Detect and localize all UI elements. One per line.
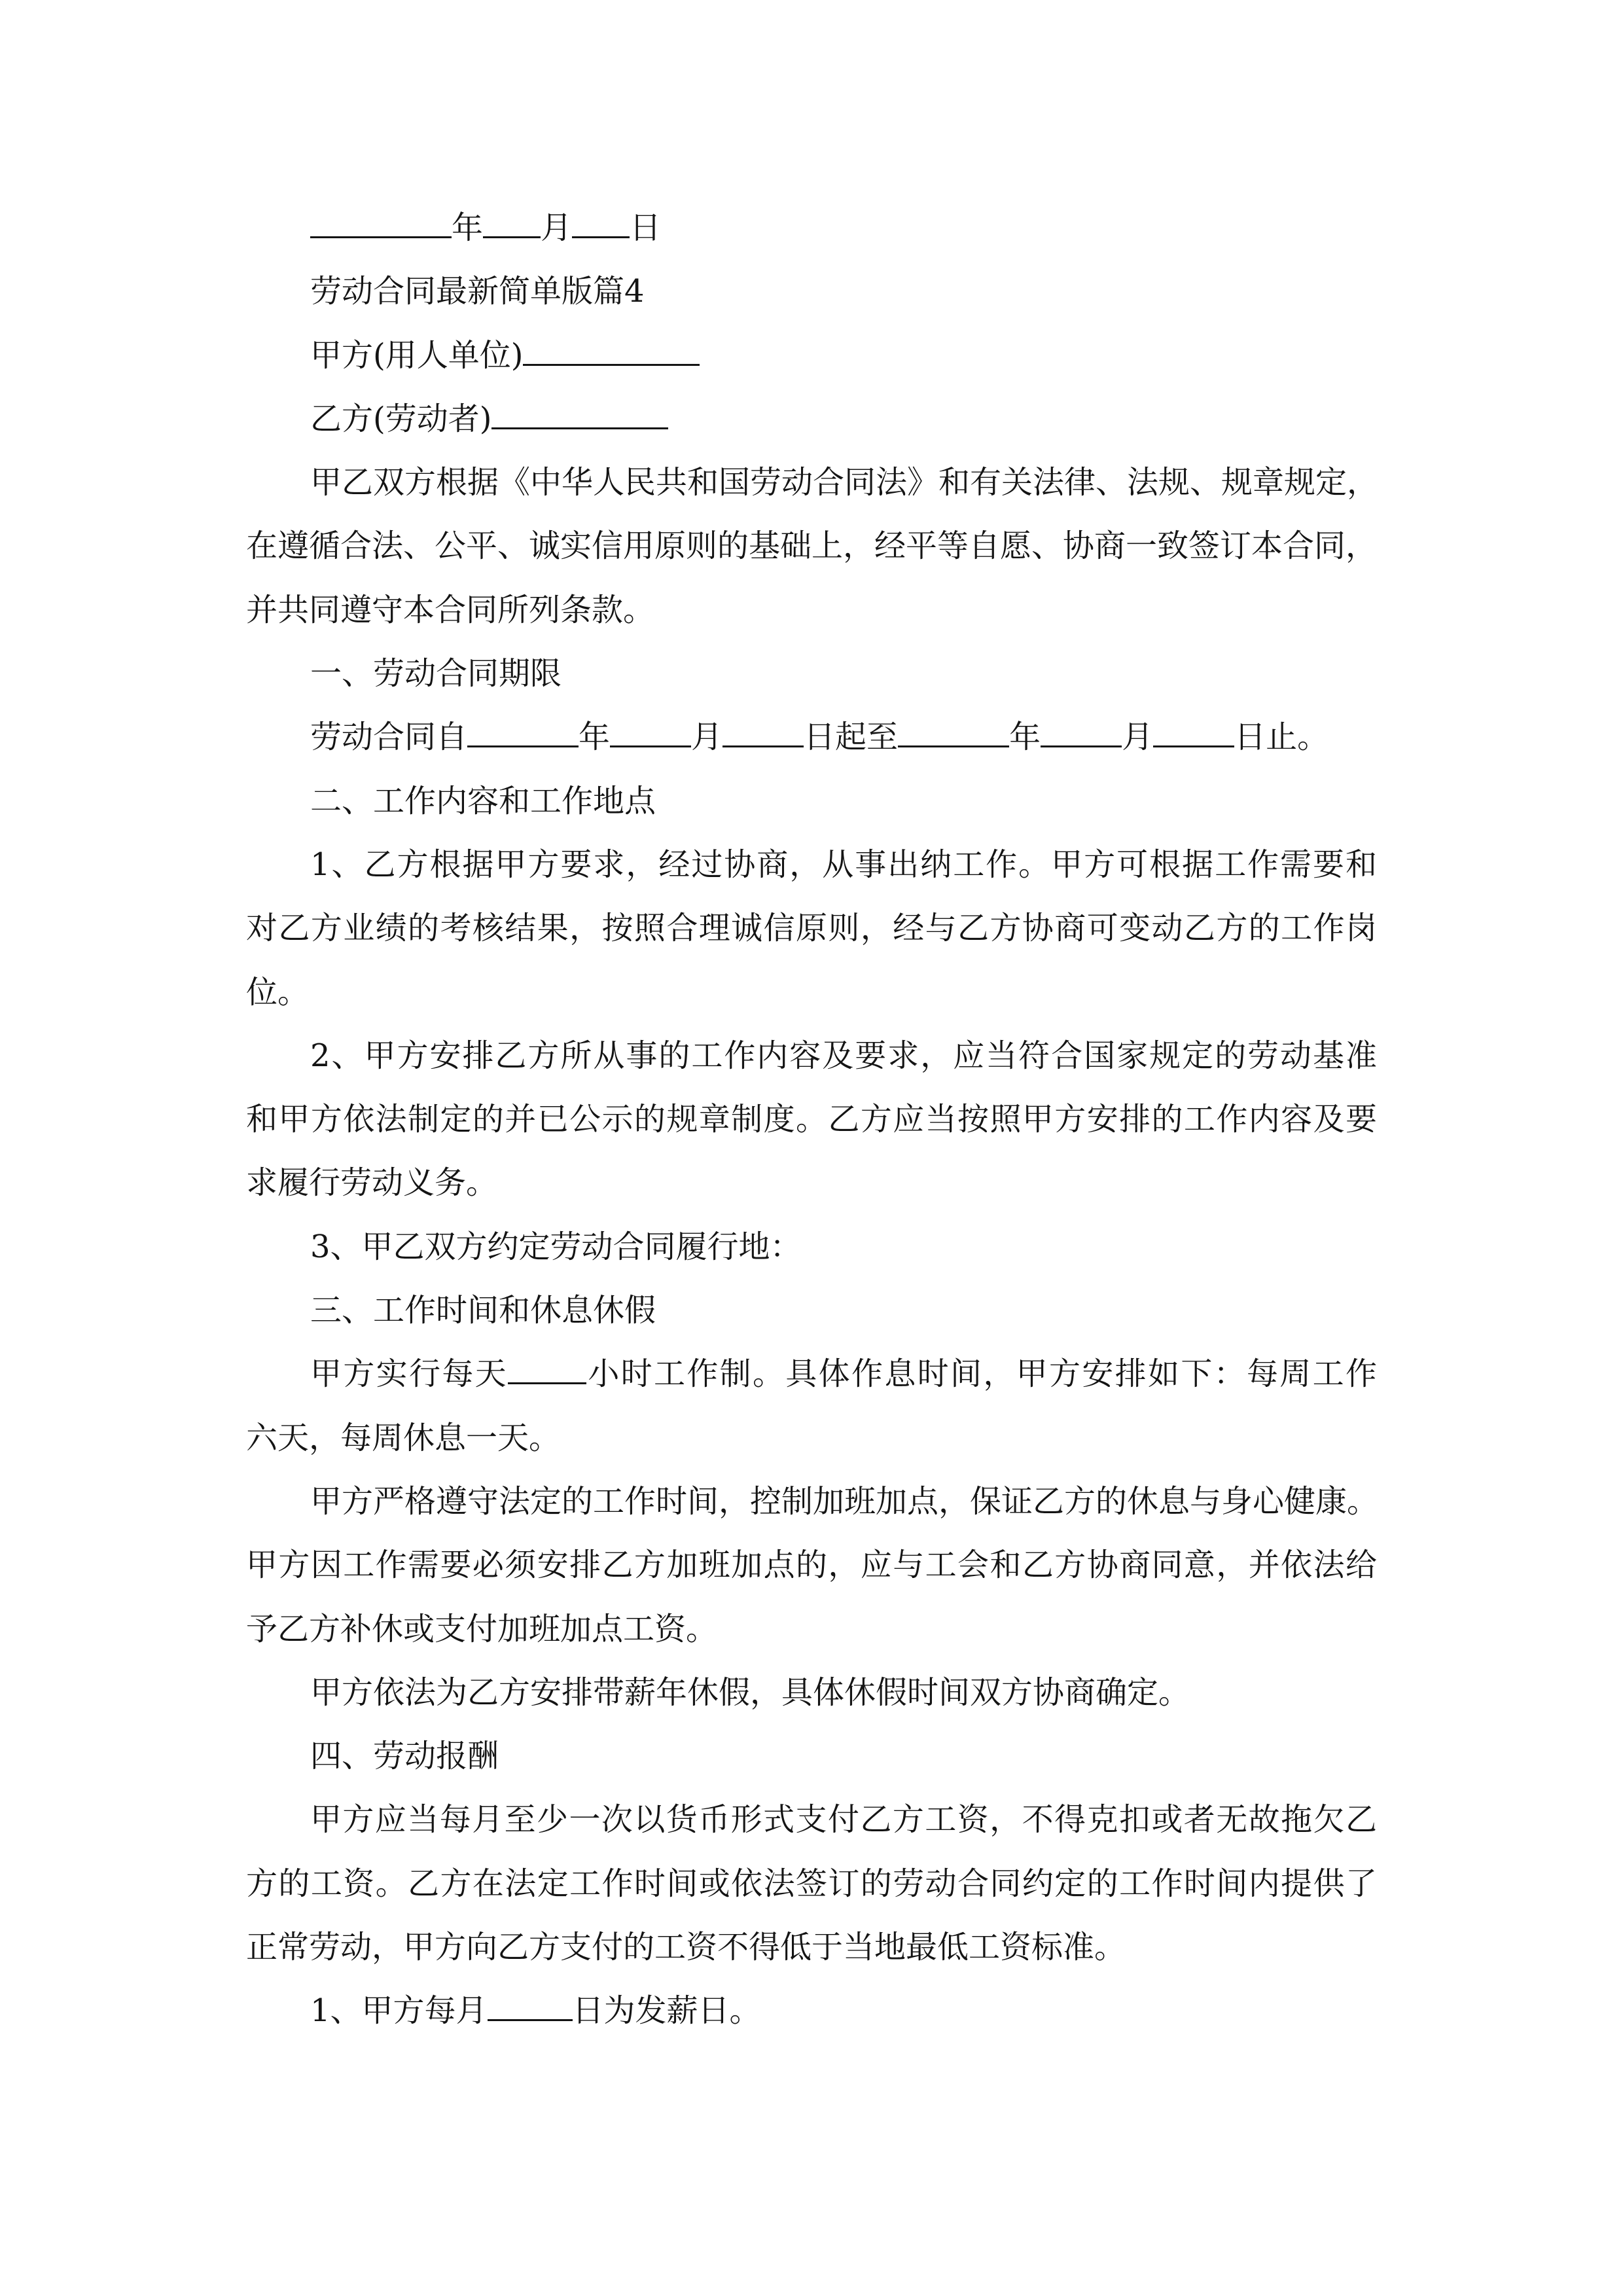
section-1-title: 一、劳动合同期限: [310, 655, 562, 692]
term-month: 月: [691, 719, 723, 756]
item-2-1-line-2: 对乙方业绩的考核结果，按照合理诚信原则，经与乙方协商可变动乙方的工作岗: [246, 910, 1377, 947]
day-label: 日: [630, 209, 662, 246]
item-2-1-line-1: 1、乙方根据甲方要求，经过协商，从事出纳工作。甲方可根据工作需要和: [310, 846, 1377, 883]
blank-field: [523, 327, 700, 366]
term-line: [246, 706, 1377, 769]
document-heading: 劳动合同最新简单版篇4: [310, 273, 645, 310]
wage-line-3: 正常劳动，甲方向乙方支付的工资不得低于当地最低工资标准。: [246, 1929, 1126, 1966]
section-2-title: 二、工作内容和工作地点: [310, 782, 656, 819]
party-a-label: 甲方(用人单位): [310, 336, 524, 374]
blank-field: [722, 709, 804, 747]
document-body: [246, 196, 1377, 2043]
payday-prefix: 1、甲方每月: [310, 1992, 488, 2030]
blank-field: [508, 1346, 586, 1384]
blank-field: [467, 709, 579, 747]
blank-field: [1041, 709, 1122, 747]
item-2-3: 3、甲乙双方约定劳动合同履行地：: [310, 1228, 802, 1265]
wage-line-1: 甲方应当每月至少一次以货币形式支付乙方工资，不得克扣或者无故拖欠乙: [310, 1801, 1377, 1839]
blank-field: [488, 1982, 573, 2021]
section-3-title: 三、工作时间和休息休假: [310, 1292, 656, 1329]
blank-field: [491, 391, 668, 429]
term-year: 年: [579, 719, 611, 756]
item-2-2-line-2: 和甲方依法制定的并已公示的规章制度。乙方应当按照甲方安排的工作内容及要: [246, 1101, 1377, 1138]
overtime-line-3: 予乙方补休或支付加班加点工资。: [246, 1610, 718, 1647]
date-line: [246, 196, 1377, 260]
blank-field: [610, 709, 691, 747]
term-prefix: 劳动合同自: [310, 719, 468, 756]
term-year-2: 年: [1009, 719, 1041, 756]
blank-field: [483, 200, 541, 238]
section-4-title: 四、劳动报酬: [310, 1738, 499, 1775]
term-end: 日止。: [1234, 719, 1329, 756]
payday-line: [246, 1979, 1377, 2043]
year-label: 年: [452, 209, 484, 246]
blank-field: [1153, 709, 1234, 747]
item-2-2-line-3: 求履行劳动义务。: [246, 1164, 498, 1202]
work-hours-line-1: [246, 1342, 1377, 1406]
intro-line-2: 在遵循合法、公平、诚实信用原则的基础上，经平等自愿、协商一致签订本合同，: [246, 528, 1378, 565]
work-hours-prefix: 甲方实行每天: [310, 1355, 508, 1393]
work-hours-line-2: 六天，每周休息一天。: [246, 1419, 561, 1456]
intro-line-3: 并共同遵守本合同所列条款。: [246, 591, 655, 628]
month-label: 月: [541, 209, 573, 246]
work-hours-suffix: 小时工作制。具体作息时间，甲方安排如下：每周工作: [586, 1355, 1377, 1393]
party-a-line: [246, 324, 1377, 387]
blank-field: [310, 200, 452, 238]
intro-line-1: 甲乙双方根据《中华人民共和国劳动合同法》和有关法律、法规、规章规定，: [310, 464, 1379, 501]
item-2-1-line-3: 位。: [246, 973, 310, 1011]
wage-line-2: 方的工资。乙方在法定工作时间或依法签订的劳动合同约定的工作时间内提供了: [246, 1865, 1377, 1902]
overtime-line-1: 甲方严格遵守法定的工作时间，控制加班加点，保证乙方的休息与身心健康。: [310, 1482, 1379, 1520]
term-start: 日起至: [804, 719, 899, 756]
blank-field: [898, 709, 1009, 747]
blank-field: [572, 200, 630, 238]
party-b-label: 乙方(劳动者): [310, 400, 492, 437]
party-b-line: [246, 387, 1377, 451]
term-month-2: 月: [1122, 719, 1154, 756]
item-2-2-line-1: 2、甲方安排乙方所从事的工作内容及要求，应当符合国家规定的劳动基准: [310, 1037, 1377, 1074]
overtime-line-2: 甲方因工作需要必须安排乙方加班加点的，应与工会和乙方协商同意，并依法给: [246, 1547, 1377, 1584]
annual-leave: 甲方依法为乙方安排带薪年休假，具体休假时间双方协商确定。: [310, 1674, 1190, 1711]
payday-suffix: 日为发薪日。: [572, 1992, 761, 2030]
